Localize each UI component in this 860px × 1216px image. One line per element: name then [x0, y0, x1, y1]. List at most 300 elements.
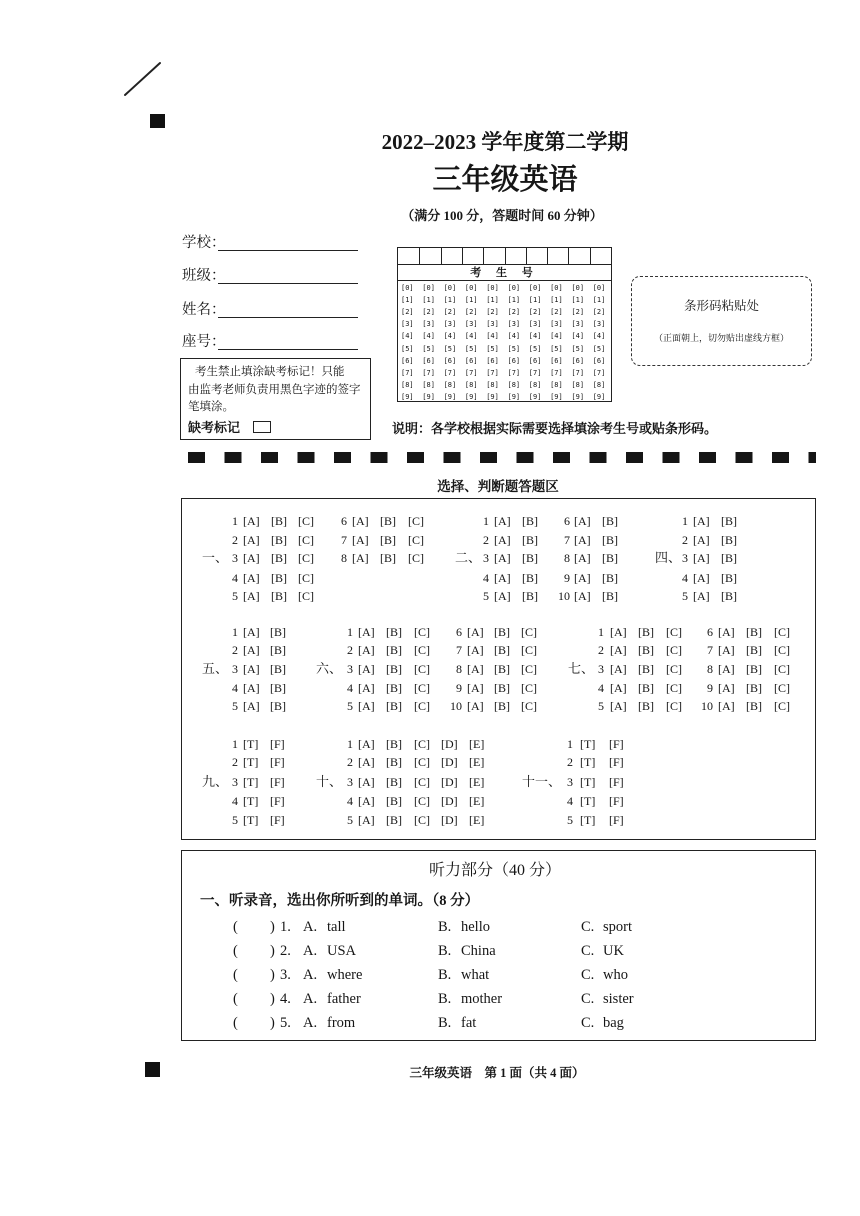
answer-option-bubble: [F]	[270, 775, 285, 789]
exam-number-digit-bubble: [8]	[464, 380, 478, 389]
answer-option-bubble: [A]	[243, 662, 260, 676]
exam-number-digit-bubble: [2]	[528, 308, 542, 317]
answer-option-bubble: [B]	[271, 571, 287, 585]
exam-number-digit-bubble: [5]	[486, 344, 499, 353]
registration-mark-bottom	[145, 1062, 160, 1077]
exam-number-digit-bubble: [2]	[422, 308, 435, 317]
seat-field-line	[218, 349, 358, 350]
answer-option-bubble: [A]	[467, 662, 484, 676]
answer-option-bubble: [C]	[298, 571, 314, 585]
question-number: 4	[232, 681, 238, 695]
exam-number-digit-bubble: [7]	[528, 368, 542, 377]
option-c-word: UK	[603, 943, 624, 959]
answer-option-bubble: [C]	[408, 533, 424, 547]
answer-option-bubble: [A]	[494, 533, 511, 547]
listening-item-number: 3.	[280, 967, 291, 983]
answer-option-bubble: [B]	[602, 533, 618, 547]
exam-number-title: 考 生 号	[470, 267, 539, 279]
question-number: 10	[701, 699, 713, 713]
answer-option-bubble: [A]	[610, 681, 627, 695]
answer-option-bubble: [A]	[494, 551, 511, 565]
answer-blank-close-paren: )	[270, 967, 275, 983]
exam-number-digit-bubble: [6]	[528, 356, 542, 365]
listening-item-number: 5.	[280, 1015, 291, 1031]
exam-number-digit-bubble: [4]	[550, 332, 563, 341]
answer-option-bubble: [B]	[638, 625, 654, 639]
question-number: 2	[483, 533, 489, 547]
exam-number-digit-bubble: [0]	[401, 284, 414, 292]
question-number: 1	[347, 625, 353, 639]
exam-number-cell-divider	[590, 248, 591, 265]
answer-option-bubble: [B]	[380, 514, 396, 528]
question-number: 3	[232, 775, 238, 789]
exam-number-digit-bubble: [0]	[571, 284, 585, 292]
answer-option-bubble: [B]	[386, 794, 402, 808]
answer-option-bubble: [B]	[271, 533, 287, 547]
answer-option-bubble: [A]	[243, 643, 260, 657]
answer-option-bubble: [T]	[243, 794, 259, 808]
question-number: 5	[347, 699, 353, 713]
name-label: 姓名：	[182, 302, 226, 318]
option-b-word: fat	[461, 1015, 477, 1031]
answer-option-bubble: [D]	[441, 737, 458, 751]
answer-option-bubble: [E]	[469, 755, 485, 769]
option-b-word: hello	[461, 919, 490, 935]
answer-option-bubble: [C]	[414, 699, 430, 713]
answer-option-bubble: [B]	[638, 643, 654, 657]
option-b-label: B.	[438, 919, 452, 935]
answer-blank-open-paren: (	[233, 967, 238, 983]
answer-option-bubble: [A]	[243, 625, 260, 639]
answer-option-bubble: [C]	[414, 662, 430, 676]
answer-option-bubble: [A]	[358, 813, 375, 827]
exam-number-digit-bubble: [5]	[422, 344, 435, 353]
exam-number-digit-bubble: [5]	[592, 344, 606, 353]
exam-number-digit-bubble: [5]	[443, 344, 457, 353]
answer-option-bubble: [A]	[467, 681, 484, 695]
answer-option-bubble: [F]	[270, 813, 285, 827]
answer-option-bubble: [B]	[380, 533, 396, 547]
answer-option-bubble: [B]	[746, 681, 762, 695]
barcode-note: （正面朝上，切勿贴出虚线方框）	[653, 333, 789, 343]
exam-number-digit-bubble: [8]	[401, 380, 414, 389]
question-number: 2	[232, 755, 238, 769]
answer-option-bubble: [C]	[521, 625, 537, 639]
exam-number-title-row	[398, 265, 611, 281]
answer-option-bubble: [B]	[638, 681, 654, 695]
answer-option-bubble: [B]	[638, 662, 654, 676]
name-field-line	[218, 317, 358, 318]
answer-option-bubble: [B]	[270, 643, 286, 657]
answer-option-bubble: [D]	[441, 813, 458, 827]
exam-term-title: 2022–2023 学年度第二学期	[381, 130, 629, 154]
exam-number-digit-bubble: [5]	[528, 344, 542, 353]
exam-number-digit-bubble: [0]	[528, 284, 542, 292]
exam-number-digit-bubble: [2]	[443, 308, 457, 317]
answer-option-bubble: [C]	[774, 643, 790, 657]
answer-option-bubble: [A]	[467, 643, 484, 657]
exam-number-digit-bubble: [6]	[486, 356, 499, 365]
option-c-label: C.	[581, 919, 595, 935]
question-number: 5	[232, 813, 238, 827]
question-number: 8	[707, 662, 713, 676]
question-number: 8	[341, 551, 347, 565]
option-a-label: A.	[303, 1015, 318, 1031]
answer-option-bubble: [A]	[243, 514, 260, 528]
question-number: 2	[682, 533, 688, 547]
answer-group-label: 一、	[202, 550, 229, 565]
listening-item-number: 4.	[280, 991, 291, 1007]
exam-number-digit-bubble: [7]	[592, 368, 606, 377]
option-c-word: who	[603, 967, 628, 983]
answer-option-bubble: [B]	[522, 589, 538, 603]
exam-number-cell-divider	[462, 248, 463, 265]
exam-number-digit-bubble: [2]	[464, 308, 478, 317]
answer-group-label: 四、	[655, 550, 682, 565]
exam-number-digit-bubble: [4]	[571, 332, 585, 341]
answer-option-bubble: [B]	[386, 813, 402, 827]
exam-number-digit-bubble: [3]	[443, 320, 457, 329]
exam-number-digit-bubble: [5]	[507, 344, 521, 353]
exam-number-digit-bubble: [5]	[401, 344, 414, 353]
answer-option-bubble: [E]	[469, 775, 485, 789]
answer-option-bubble: [A]	[693, 551, 710, 565]
class-field-line	[218, 283, 358, 284]
answer-option-bubble: [C]	[666, 662, 682, 676]
exam-number-digit-bubble: [9]	[592, 392, 606, 401]
answer-option-bubble: [A]	[610, 699, 627, 713]
exam-number-digit-bubble: [8]	[422, 380, 435, 389]
exam-number-cell-divider	[568, 248, 569, 265]
answer-option-bubble: [F]	[270, 737, 285, 751]
exam-number-digit-bubble: [8]	[443, 380, 457, 389]
question-number: 3	[567, 775, 573, 789]
answer-option-bubble: [F]	[609, 775, 624, 789]
answer-option-bubble: [C]	[414, 755, 430, 769]
answer-option-bubble: [A]	[574, 514, 591, 528]
option-b-word: mother	[461, 991, 503, 1007]
option-b-label: B.	[438, 991, 452, 1007]
question-number: 1	[232, 625, 238, 639]
exam-number-digit-bubble: [1]	[550, 296, 563, 305]
question-number: 3	[598, 662, 604, 676]
answer-group-label: 十一、	[522, 774, 562, 789]
question-number: 8	[456, 662, 462, 676]
answer-option-bubble: [C]	[298, 589, 314, 603]
exam-number-digit-bubble: [4]	[464, 332, 478, 341]
exam-number-digit-bubble: [1]	[443, 296, 457, 305]
question-number: 9	[564, 571, 570, 585]
answer-option-bubble: [A]	[718, 681, 735, 695]
exam-number-digit-bubble: [3]	[528, 320, 542, 329]
answer-option-bubble: [C]	[774, 625, 790, 639]
option-b-label: B.	[438, 943, 452, 959]
answer-option-bubble: [C]	[774, 662, 790, 676]
answer-option-bubble: [B]	[746, 643, 762, 657]
exam-number-cell-divider	[547, 248, 548, 265]
option-a-word: from	[327, 1015, 356, 1031]
answer-option-bubble: [C]	[414, 625, 430, 639]
exam-number-digit-bubble: [3]	[550, 320, 563, 329]
question-number: 10	[450, 699, 462, 713]
exam-number-digit-bubble: [0]	[507, 284, 521, 292]
answer-group-label: 七、	[568, 661, 595, 676]
answer-option-bubble: [C]	[521, 662, 537, 676]
answer-option-bubble: [B]	[602, 571, 618, 585]
exam-number-digit-bubble: [4]	[422, 332, 435, 341]
exam-number-digit-bubble: [3]	[486, 320, 499, 329]
question-number: 10	[558, 589, 570, 603]
answer-option-bubble: [A]	[358, 643, 375, 657]
answer-option-bubble: [A]	[574, 533, 591, 547]
answer-option-bubble: [A]	[243, 699, 260, 713]
answer-option-bubble: [F]	[270, 794, 285, 808]
answer-option-bubble: [B]	[386, 755, 402, 769]
answer-blank-open-paren: (	[233, 991, 238, 1007]
answer-option-bubble: [A]	[693, 533, 710, 547]
answer-option-bubble: [F]	[609, 813, 624, 827]
option-c-word: sport	[603, 919, 632, 935]
exam-number-digit-bubble: [7]	[464, 368, 478, 377]
exam-number-digit-bubble: [9]	[528, 392, 542, 401]
answer-option-bubble: [B]	[522, 533, 538, 547]
exam-number-grid	[397, 247, 612, 402]
exam-number-digit-bubble: [2]	[592, 308, 606, 317]
answer-option-bubble: [T]	[580, 813, 596, 827]
answer-group-label: 二、	[455, 550, 482, 565]
exam-number-digit-bubble: [0]	[592, 284, 606, 292]
listening-section1-heading: 一、听录音，选出你所听到的单词。（8 分）	[200, 893, 480, 909]
exam-number-digit-bubble: [8]	[592, 380, 606, 389]
answer-option-bubble: [C]	[298, 551, 314, 565]
exam-number-digit-bubble: [4]	[486, 332, 499, 341]
question-number: 2	[567, 755, 573, 769]
answer-option-bubble: [C]	[666, 643, 682, 657]
question-number: 1	[347, 737, 353, 751]
question-number: 3	[347, 662, 353, 676]
question-number: 4	[567, 794, 573, 808]
answer-blank-close-paren: )	[270, 919, 275, 935]
answer-option-bubble: [A]	[358, 699, 375, 713]
answer-option-bubble: [B]	[746, 699, 762, 713]
exam-number-cell-divider	[419, 248, 420, 265]
answer-option-bubble: [A]	[718, 625, 735, 639]
answer-option-bubble: [C]	[774, 699, 790, 713]
answer-option-bubble: [A]	[243, 589, 260, 603]
answer-option-bubble: [C]	[521, 681, 537, 695]
question-number: 3	[682, 551, 688, 565]
question-number: 7	[564, 533, 570, 547]
exam-number-digit-bubble: [5]	[464, 344, 478, 353]
answer-option-bubble: [T]	[580, 794, 596, 808]
exam-number-digit-bubble: [5]	[550, 344, 563, 353]
exam-score-time-note: （满分 100 分，答题时间 60 分钟）	[401, 208, 603, 223]
answer-option-bubble: [B]	[386, 662, 402, 676]
exam-number-cell-divider	[483, 248, 484, 265]
answer-option-bubble: [A]	[243, 533, 260, 547]
answer-blank-close-paren: )	[270, 991, 275, 1007]
answer-option-bubble: [A]	[718, 699, 735, 713]
answer-option-bubble: [T]	[580, 775, 596, 789]
answer-option-bubble: [A]	[574, 571, 591, 585]
exam-number-digit-bubble: [1]	[464, 296, 478, 305]
question-number: 9	[707, 681, 713, 695]
question-number: 1	[598, 625, 604, 639]
answer-option-bubble: [B]	[271, 514, 287, 528]
exam-number-cell-divider	[441, 248, 442, 265]
answer-option-bubble: [A]	[358, 662, 375, 676]
answer-option-bubble: [D]	[441, 755, 458, 769]
answer-option-bubble: [T]	[243, 775, 259, 789]
exam-number-digit-bubble: [8]	[550, 380, 563, 389]
question-number: 1	[567, 737, 573, 751]
answer-option-bubble: [B]	[721, 551, 737, 565]
exam-number-digit-bubble: [9]	[486, 392, 499, 401]
exam-number-digit-bubble: [3]	[571, 320, 585, 329]
answer-area-title: 选择、判断题答题区	[437, 479, 559, 494]
question-number: 4	[347, 681, 353, 695]
answer-option-bubble: [F]	[609, 737, 624, 751]
question-number: 9	[456, 681, 462, 695]
answer-option-bubble: [B]	[270, 699, 286, 713]
exam-number-digit-bubble: [0]	[464, 284, 478, 292]
answer-group-label: 六、	[316, 661, 343, 676]
answer-option-bubble: [B]	[602, 551, 618, 565]
school-label: 学校：	[182, 235, 226, 251]
exam-number-digit-bubble: [8]	[486, 380, 499, 389]
question-number: 5	[598, 699, 604, 713]
exam-number-digit-bubble: [7]	[571, 368, 585, 377]
answer-option-bubble: [A]	[352, 551, 369, 565]
question-number: 5	[682, 589, 688, 603]
question-number: 4	[232, 794, 238, 808]
option-a-word: tall	[327, 919, 346, 935]
answer-option-bubble: [B]	[721, 571, 737, 585]
answer-option-bubble: [C]	[408, 514, 424, 528]
answer-option-bubble: [C]	[666, 699, 682, 713]
answer-option-bubble: [B]	[602, 514, 618, 528]
exam-number-digit-bubble: [1]	[422, 296, 435, 305]
answer-option-bubble: [B]	[494, 625, 510, 639]
exam-number-digit-bubble: [7]	[443, 368, 457, 377]
exam-number-digit-bubble: [9]	[571, 392, 585, 401]
answer-option-bubble: [C]	[298, 533, 314, 547]
notice-line-1: 考生禁止填涂缺考标记！只能	[195, 366, 345, 378]
option-b-label: B.	[438, 1015, 452, 1031]
answer-option-bubble: [C]	[414, 681, 430, 695]
option-a-label: A.	[303, 943, 318, 959]
option-a-label: A.	[303, 967, 318, 983]
exam-number-digit-bubble: [1]	[401, 296, 414, 305]
answer-option-bubble: [A]	[467, 625, 484, 639]
answer-option-bubble: [B]	[386, 699, 402, 713]
option-c-label: C.	[581, 967, 595, 983]
exam-number-digit-bubble: [7]	[401, 368, 414, 377]
answer-option-bubble: [A]	[610, 662, 627, 676]
question-number: 4	[347, 794, 353, 808]
exam-number-digit-bubble: [5]	[571, 344, 585, 353]
exam-number-digit-bubble: [4]	[592, 332, 606, 341]
answer-option-bubble: [A]	[358, 755, 375, 769]
answer-blank-open-paren: (	[233, 943, 238, 959]
answer-option-bubble: [A]	[610, 625, 627, 639]
question-number: 1	[483, 514, 489, 528]
answer-blank-close-paren: )	[270, 943, 275, 959]
notice-line-3: 笔填涂。	[188, 401, 234, 413]
question-number: 1	[232, 514, 238, 528]
question-number: 4	[682, 571, 688, 585]
option-b-label: B.	[438, 967, 452, 983]
answer-option-bubble: [B]	[638, 699, 654, 713]
answer-group-label: 十、	[316, 774, 343, 789]
answer-option-bubble: [A]	[358, 775, 375, 789]
answer-option-bubble: [A]	[243, 681, 260, 695]
exam-number-digit-bubble: [0]	[550, 284, 563, 292]
exam-number-digit-bubble: [6]	[507, 356, 521, 365]
question-number: 3	[232, 551, 238, 565]
exam-number-digit-bubble: [7]	[550, 368, 563, 377]
answer-option-bubble: [B]	[522, 514, 538, 528]
exam-number-write-row	[398, 248, 611, 265]
exam-number-digit-bubble: [3]	[592, 320, 606, 329]
answer-option-bubble: [E]	[469, 794, 485, 808]
answer-option-bubble: [B]	[494, 662, 510, 676]
exam-number-digit-bubble: [0]	[443, 284, 457, 292]
exam-number-digit-bubble: [4]	[401, 332, 414, 341]
question-number: 2	[347, 643, 353, 657]
answer-option-bubble: [E]	[469, 813, 485, 827]
question-number: 6	[707, 625, 713, 639]
exam-number-digit-bubble: [6]	[401, 356, 414, 365]
exam-number-digit-bubble: [6]	[443, 356, 457, 365]
exam-number-digit-bubble: [0]	[422, 284, 435, 292]
answer-option-bubble: [A]	[352, 514, 369, 528]
answer-option-bubble: [B]	[386, 737, 402, 751]
answer-option-bubble: [B]	[494, 681, 510, 695]
answer-option-bubble: [A]	[358, 737, 375, 751]
question-number: 6	[456, 625, 462, 639]
exam-number-cell-divider	[526, 248, 527, 265]
answer-option-bubble: [C]	[298, 514, 314, 528]
answer-option-bubble: [A]	[693, 514, 710, 528]
answer-option-bubble: [C]	[414, 794, 430, 808]
question-number: 2	[598, 643, 604, 657]
answer-option-bubble: [A]	[494, 589, 511, 603]
question-number: 6	[564, 514, 570, 528]
answer-option-bubble: [B]	[494, 699, 510, 713]
exam-number-digit-bubble: [9]	[507, 392, 521, 401]
answer-option-bubble: [C]	[414, 775, 430, 789]
question-number: 7	[456, 643, 462, 657]
option-c-word: sister	[603, 991, 634, 1007]
exam-number-digit-bubble: [8]	[571, 380, 585, 389]
answer-option-bubble: [C]	[774, 681, 790, 695]
question-number: 3	[232, 662, 238, 676]
option-a-label: A.	[303, 991, 318, 1007]
exam-number-digit-bubble: [9]	[464, 392, 478, 401]
answer-option-bubble: [C]	[521, 699, 537, 713]
exam-number-digit-bubble: [2]	[550, 308, 563, 317]
answer-group-label: 九、	[202, 774, 229, 789]
exam-number-digit-bubble: [9]	[550, 392, 563, 401]
exam-number-digit-bubble: [4]	[507, 332, 521, 341]
answer-option-bubble: [A]	[574, 551, 591, 565]
question-number: 2	[347, 755, 353, 769]
question-number: 4	[232, 571, 238, 585]
question-number: 3	[347, 775, 353, 789]
answer-option-bubble: [C]	[414, 643, 430, 657]
exam-number-digit-bubble: [1]	[486, 296, 499, 305]
